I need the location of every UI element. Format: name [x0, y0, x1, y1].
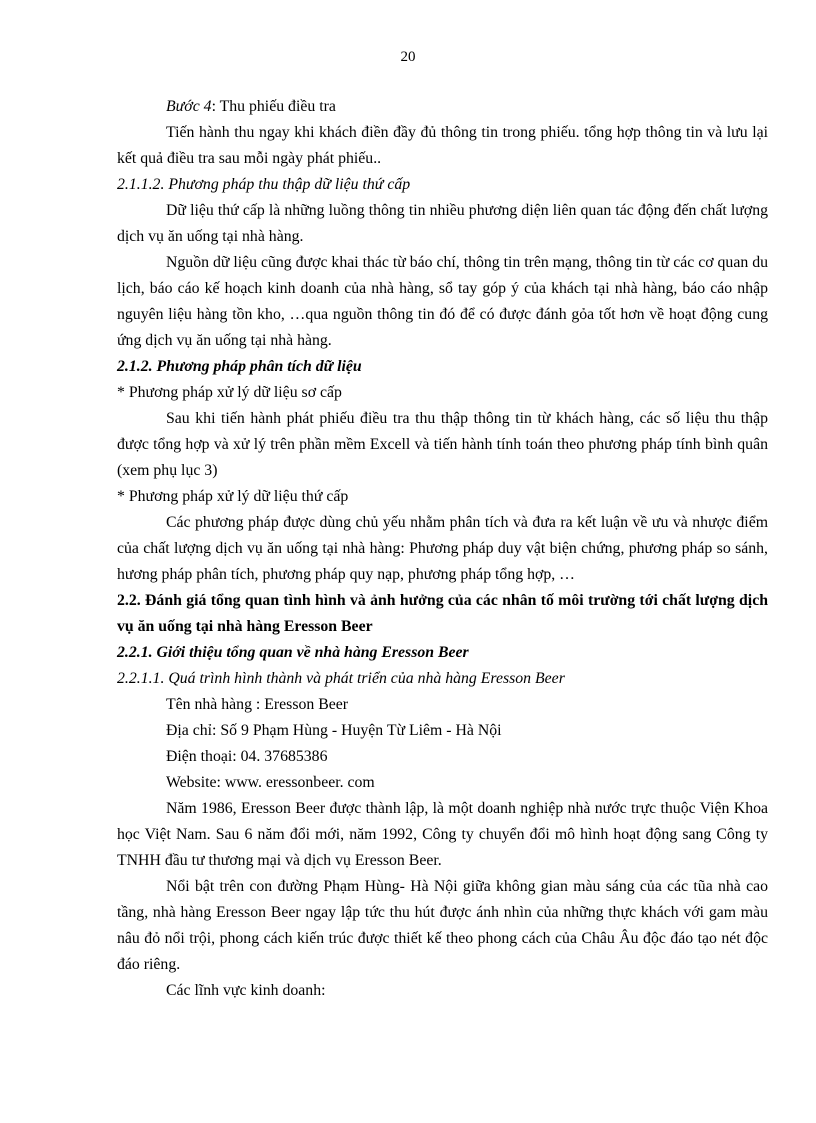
- paragraph: Năm 1986, Eresson Beer được thành lập, là một doanh nghiệp nhà nước trực thuộc Viện Khoa học Việt Nam. Sau 6 năm đổi mới, năm 1992, Công ty chuyển đổi mô hình hoạt động sang Công ty TNHH đầu tư thương mại và dịch vụ Eresson Beer.: [117, 800, 768, 869]
- page-number: 20: [400, 49, 416, 65]
- business-areas-line: Các lĩnh vực kinh doanh:: [166, 982, 326, 999]
- bullet-primary-data: * Phương pháp xử lý dữ liệu sơ cấp: [117, 384, 342, 401]
- paragraph: Tiến hành thu ngay khi khách điền đầy đủ thông tin trong phiếu. tổng hợp thông tin và lưu lại kết quả điều tra sau mỗi ngày phát phiếu..: [117, 124, 768, 167]
- restaurant-address: Địa chỉ: Số 9 Phạm Hùng - Huyện Từ Liêm - Hà Nội: [166, 722, 502, 739]
- step-4-label: Bước 4: [166, 98, 212, 115]
- restaurant-name: Tên nhà hàng : Eresson Beer: [166, 696, 349, 713]
- section-heading-2-2-1-1: 2.2.1.1. Quá trình hình thành và phát triển của nhà hàng Eresson Beer: [117, 670, 565, 687]
- paragraph: Nổi bật trên con đường Phạm Hùng- Hà Nội giữa không gian màu sáng của các tũa nhà cao tầng, nhà hàng Eresson Beer ngay lập tức thu hút được ánh nhìn của những thực khách với gam màu nâu đỏ nổi trội, phong cách kiến trúc được thiết kế theo phong cách của Châu Âu độc đáo tạo nét độc đáo riêng.: [117, 878, 768, 973]
- restaurant-phone: Điện thoại: 04. 37685386: [166, 748, 328, 765]
- restaurant-website: Website: www. eressonbeer. com: [166, 774, 375, 791]
- section-heading-2-2-1: 2.2.1. Giới thiệu tổng quan về nhà hàng Eresson Beer: [117, 644, 469, 661]
- paragraph: Nguồn dữ liệu cũng được khai thác từ báo chí, thông tin trên mạng, thông tin từ các cơ quan du lịch, báo cáo kế hoạch kinh doanh của nhà hàng, sổ tay góp ý của khách tại nhà hàng, báo cáo nhập nguyên liệu hàng tồn kho, …qua nguồn thông tin đó để có được đánh gỏa tốt hơn về hoạt động cung ứng dịch vụ ăn uống tại nhà hàng.: [117, 254, 768, 349]
- section-heading-2-1-2: 2.1.2. Phương pháp phân tích dữ liệu: [117, 358, 362, 375]
- step-4-text: : Thu phiếu điều tra: [211, 98, 336, 115]
- bullet-secondary-data: * Phương pháp xử lý dữ liệu thứ cấp: [117, 488, 349, 505]
- section-heading-2-1-1-2: 2.1.1.2. Phương pháp thu thập dữ liệu thứ cấp: [117, 176, 411, 193]
- step-4-line: [117, 94, 768, 120]
- section-heading-2-2: 2.2. Đánh giá tổng quan tình hình và ảnh hưởng của các nhân tố môi trường tới chất lượng dịch vụ ăn uống tại nhà hàng Eresson Beer: [117, 592, 768, 635]
- document-body: [117, 94, 768, 1004]
- paragraph: Các phương pháp được dùng chủ yếu nhằm phân tích và đưa ra kết luận về ưu và nhược điểm của chất lượng dịch vụ ăn uống tại nhà hàng: Phương pháp duy vật biện chứng, phương pháp so sánh, hương pháp phân tích, phương pháp quy nạp, phương pháp tổng hợp, …: [117, 514, 768, 583]
- paragraph: Sau khi tiến hành phát phiếu điều tra thu thập thông tin từ khách hàng, các số liệu thu thập được tổng hợp và xử lý trên phần mềm Excell và tiến hành tính toán theo phương pháp tính bình quân (xem phụ lục 3): [117, 410, 768, 479]
- paragraph: Dữ liệu thứ cấp là những luồng thông tin nhiều phương diện liên quan tác động đến chất lượng dịch vụ ăn uống tại nhà hàng.: [117, 202, 768, 245]
